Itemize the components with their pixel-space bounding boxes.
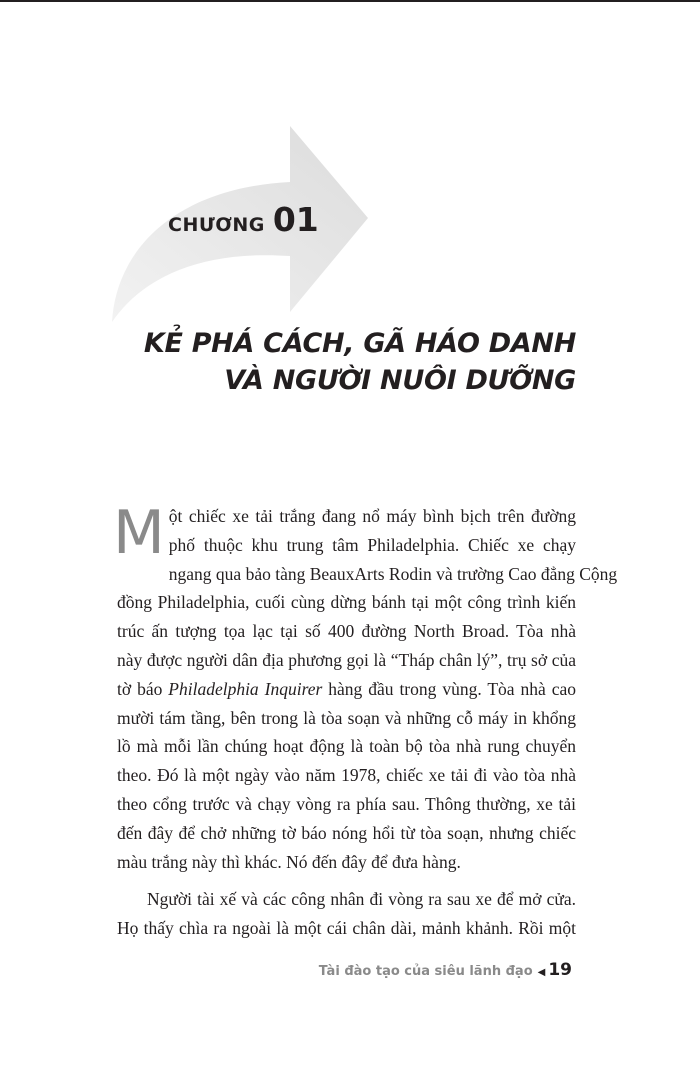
text-line bbox=[117, 675, 576, 704]
text-line: trúc ấn tượng tọa lạc tại số 400 đường North Broad. Tòa nhà bbox=[117, 621, 576, 642]
text-line: Họ thấy chìa ra ngoài là một cái chân dài, mảnh khảnh. Rồi một bbox=[117, 918, 576, 939]
chapter-title-line-2: VÀ NGƯỜI NUÔI DƯỠNG bbox=[224, 365, 576, 396]
text-line: phố thuộc khu trung tâm Philadelphia. Chiếc xe chạy bbox=[168, 534, 576, 555]
drop-cap: M bbox=[113, 498, 165, 568]
text-line: đồng Philadelphia, cuối cùng dừng bánh tại một công trình kiến bbox=[117, 592, 576, 613]
page-footer bbox=[319, 960, 572, 980]
text-line: ột chiếc xe tải trắng đang nổ máy bình bịch trên đường bbox=[168, 506, 576, 526]
text-line: theo cổng trước và chạy vòng ra phía sau. Thông thường, xe tải bbox=[117, 793, 576, 814]
newspaper-name: Philadelphia Inquirer bbox=[168, 678, 323, 699]
chapter-number: 01 bbox=[272, 200, 319, 239]
chapter-title-line-1: KẺ PHÁ CÁCH, GÃ HÁO DANH bbox=[143, 328, 576, 359]
text-line: màu trắng này thì khác. Nó đến đây để đưa hàng. bbox=[117, 851, 461, 872]
text-fragment: hàng đầu trong vùng. Tòa nhà cao bbox=[322, 678, 576, 699]
body-text bbox=[113, 498, 618, 943]
page-number: 19 bbox=[548, 960, 572, 980]
text-line: đến đây để chở những tờ báo nóng hổi từ tòa soạn, nhưng chiếc bbox=[117, 822, 576, 843]
chapter-label bbox=[168, 200, 319, 239]
chapter-word: CHƯƠNG bbox=[168, 214, 265, 236]
running-title: Tài đào tạo của siêu lãnh đạo bbox=[318, 964, 533, 979]
chapter-arrow-graphic bbox=[0, 0, 700, 330]
text-line: lồ mà mỗi lần chúng hoạt động là toàn bộ tòa nhà rung chuyển bbox=[117, 736, 576, 757]
text-line: Người tài xế và các công nhân đi vòng ra sau xe để mở cửa. bbox=[147, 889, 576, 910]
text-fragment: tờ báo bbox=[117, 678, 169, 699]
triangle-pointer-icon: ◀ bbox=[537, 967, 546, 978]
text-line: ngang qua bảo tàng BeauxArts Rodin và trường Cao đẳng Cộng bbox=[168, 563, 618, 584]
text-line: này được người dân địa phương gọi là “Tháp chân lý”, trụ sở của bbox=[117, 649, 576, 670]
text-line: theo. Đó là một ngày vào năm 1978, chiếc xe tải đi vào tòa nhà bbox=[117, 765, 576, 786]
paragraph-2 bbox=[117, 885, 576, 943]
chapter-title bbox=[144, 325, 576, 399]
text-line: mười tám tầng, bên trong là tòa soạn và những cỗ máy in khổng bbox=[117, 707, 576, 728]
paragraph-1 bbox=[113, 498, 618, 876]
